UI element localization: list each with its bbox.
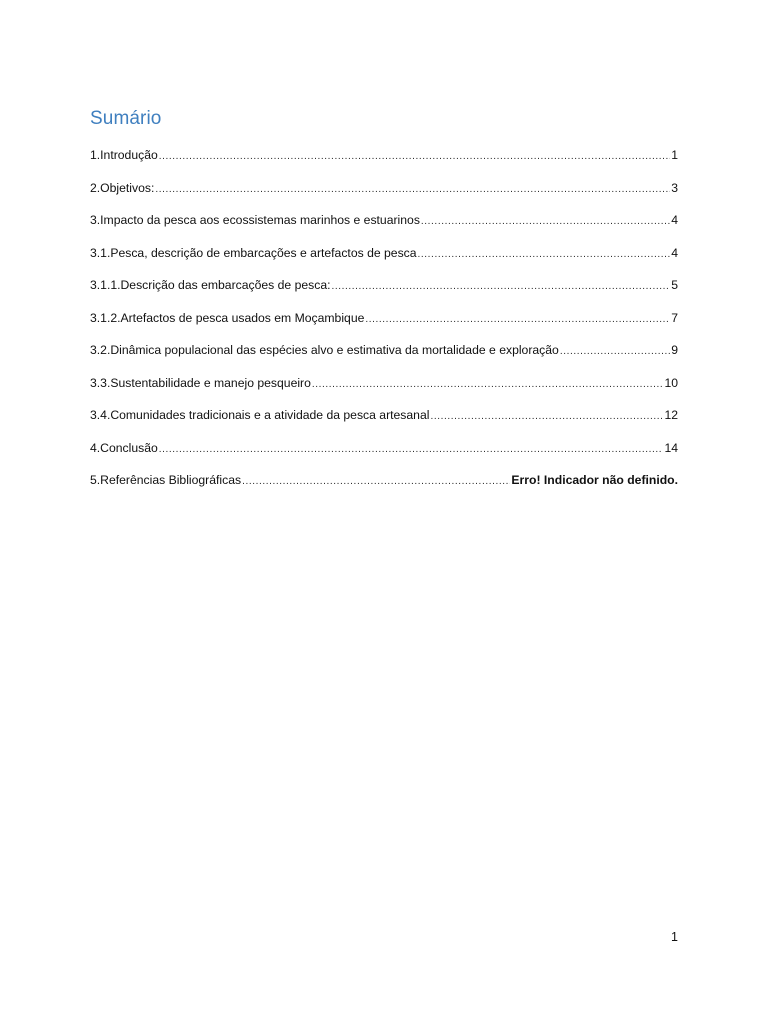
toc-entry-title: 3.Impacto da pesca aos ecossistemas marinhos e estuarinos xyxy=(90,213,420,227)
toc-entry-title: 5.Referências Bibliográficas xyxy=(90,473,242,487)
toc-entry-error-text: Erro! Indicador não definido. xyxy=(511,473,678,487)
toc-entry-referencias[interactable] xyxy=(90,470,678,503)
toc-dot-leader xyxy=(242,472,510,492)
toc-entry-descricao-embarcacoes[interactable] xyxy=(90,275,678,308)
footer-page-number: 1 xyxy=(671,930,678,944)
toc-entry-impacto-da-pesca[interactable] xyxy=(90,210,678,243)
toc-entry-page: 7 xyxy=(671,310,678,325)
toc-entry-title: 2.Objetivos: xyxy=(90,180,155,195)
toc-entry-title: 3.1.Pesca, descrição de embarcações e artefactos de pesca xyxy=(90,245,417,260)
toc-dot-leader xyxy=(159,440,664,460)
toc-entry-introducao[interactable] xyxy=(90,145,678,178)
toc-entry-artefactos-mocambique[interactable] xyxy=(90,308,678,341)
toc-dot-leader xyxy=(332,277,671,297)
toc-entry-title: 3.2.Dinâmica populacional das espécies alvo e estimativa da mortalidade e exploração xyxy=(90,343,559,357)
toc-dot-leader xyxy=(159,147,670,167)
toc-entry-title: 3.3.Sustentabilidade e manejo pesqueiro xyxy=(90,375,311,390)
toc-entry-title: 3.1.1.Descrição das embarcações de pesca: xyxy=(90,278,331,292)
toc-entry-objetivos[interactable] xyxy=(90,178,678,211)
toc-entry-title: 4.Conclusão xyxy=(90,440,158,455)
toc-entry-page: 3 xyxy=(671,180,678,195)
table-of-contents xyxy=(90,145,678,503)
toc-entry-page: 9 xyxy=(671,343,678,357)
toc-entry-page: 14 xyxy=(664,440,678,455)
toc-dot-leader xyxy=(430,407,663,427)
toc-dot-leader xyxy=(421,212,670,232)
toc-entry-page: 4 xyxy=(671,213,678,227)
toc-dot-leader xyxy=(418,245,671,265)
toc-entry-page: 5 xyxy=(671,278,678,292)
toc-dot-leader xyxy=(155,180,670,200)
toc-entry-page: 10 xyxy=(664,375,678,390)
toc-dot-leader xyxy=(560,342,670,362)
toc-entry-title: 1.Introdução xyxy=(90,148,158,162)
toc-dot-leader xyxy=(312,375,664,395)
toc-entry-pesca-embarcacoes[interactable] xyxy=(90,243,678,276)
toc-entry-sustentabilidade[interactable] xyxy=(90,373,678,406)
toc-entry-title: 3.1.2.Artefactos de pesca usados em Moçambique xyxy=(90,310,365,325)
toc-entry-conclusao[interactable] xyxy=(90,438,678,471)
toc-entry-page: 4 xyxy=(671,245,678,260)
toc-heading: Sumário xyxy=(90,108,162,129)
toc-dot-leader xyxy=(365,310,670,330)
toc-entry-page: 12 xyxy=(664,408,678,422)
toc-entry-comunidades-tradicionais[interactable] xyxy=(90,405,678,438)
toc-entry-dinamica-populacional[interactable] xyxy=(90,340,678,373)
toc-entry-title: 3.4.Comunidades tradicionais e a atividade da pesca artesanal xyxy=(90,408,430,422)
toc-entry-page: 1 xyxy=(671,148,678,162)
